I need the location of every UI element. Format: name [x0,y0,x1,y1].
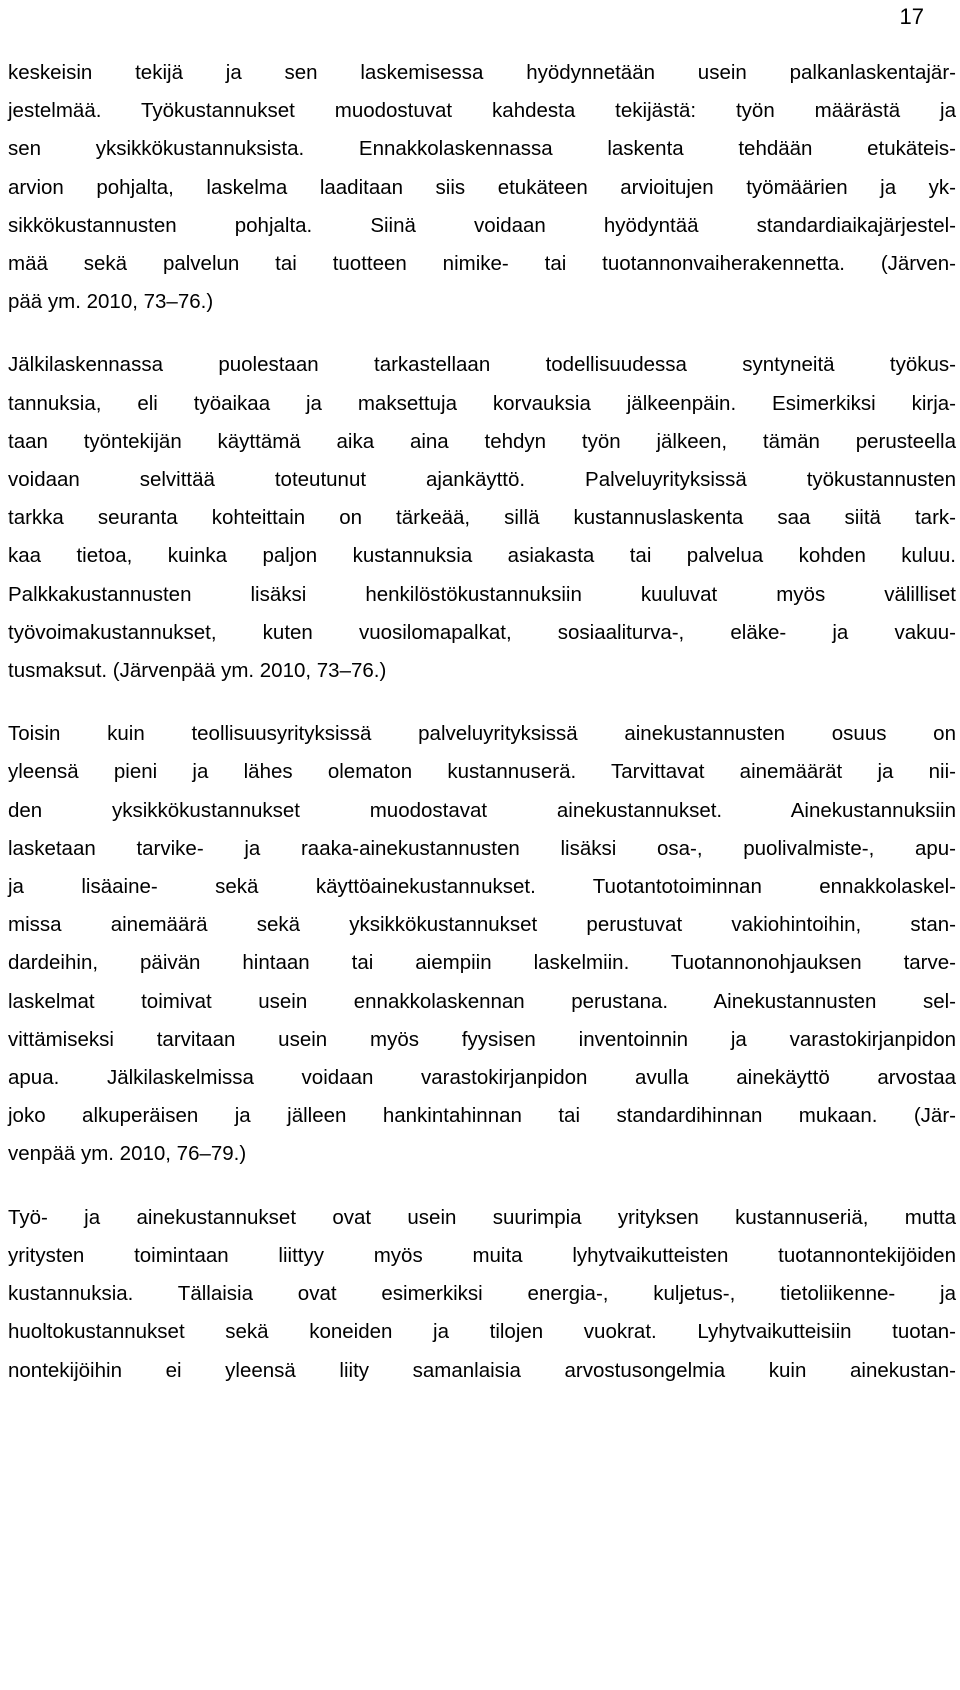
text-line: apua. Jälkilaskelmissa voidaan varastokirjanpidon avulla ainekäyttö arvostaa [8,1066,956,1090]
text-line: missa ainemäärä sekä yksikkökustannukset perustuvat vakiohintoihin, stan- [8,913,956,937]
text-line: tusmaksut. (Järvenpää ym. 2010, 73–76.) [8,659,387,683]
page-number: 17 [899,4,924,29]
text-line: yritysten toimintaan liittyy myös muita lyhytvaikutteisten tuotannontekijöiden [8,1243,956,1267]
paragraph-post-calculation [8,346,956,690]
text-line: Toisin kuin teollisuusyrityksissä palveluyrityksissä ainekustannusten osuus on [8,722,956,746]
text-line: sikkökustannusten pohjalta. Siinä voidaan hyödyntää standardiaikajärjestel- [8,213,956,237]
text-line: arvion pohjalta, laskelma laaditaan siis etukäteen arvioitujen työmäärien ja yk- [8,175,956,199]
text-line: huoltokustannukset sekä koneiden ja tilojen vuokrat. Lyhytvaikutteisiin tuotan- [8,1320,956,1344]
paragraph-material-costs [8,715,956,1173]
text-line: lasketaan tarvike- ja raaka-ainekustannusten lisäksi osa-, puolivalmiste-, apu- [8,836,956,860]
text-line: työvoimakustannukset, kuten vuosilomapalkat, sosiaaliturva-, eläke- ja vakuu- [8,620,956,644]
text-line: nontekijöihin ei yleensä liity samanlaisia arvostusongelmia kuin ainekustan- [8,1358,956,1382]
paragraph-work-costs [8,54,956,321]
text-line: venpää ym. 2010, 76–79.) [8,1142,247,1166]
text-line: den yksikkökustannukset muodostavat ainekustannukset. Ainekustannuksiin [8,798,956,822]
text-line: Jälkilaskennassa puolestaan tarkastellaan todellisuudessa syntyneitä työkus- [8,353,956,377]
text-line: kustannuksia. Tällaisia ovat esimerkiksi energia-, kuljetus-, tietoliikenne- ja [8,1282,956,1306]
text-line: yleensä pieni ja lähes olematon kustannuserä. Tarvittavat ainemäärät ja nii- [8,760,956,784]
text-line: jestelmää. Työkustannukset muodostuvat kahdesta tekijästä: työn määrästä ja [8,99,956,123]
text-line: sen yksikkökustannuksista. Ennakkolaskennassa laskenta tehdään etukäteis- [8,137,956,161]
text-line: dardeihin, päivän hintaan tai aiempiin laskelmiin. Tuotannonohjauksen tarve- [8,951,956,975]
text-line: taan työntekijän käyttämä aika aina tehdyn työn jälkeen, tämän perusteella [8,429,956,453]
text-line: voidaan selvittää toteutunut ajankäyttö. Palveluyrityksissä työkustannusten [8,468,956,492]
text-line: joko alkuperäisen ja jälleen hankintahinnan tai standardihinnan mukaan. (Jär- [8,1104,956,1128]
text-line: Palkkakustannusten lisäksi henkilöstökustannuksiin kuuluvat myös välilliset [8,582,956,606]
text-line: ja lisäaine- sekä käyttöainekustannukset. Tuotantotoiminnan ennakkolaskel- [8,875,956,899]
text-line: laskelmat toimivat usein ennakkolaskennan perustana. Ainekustannusten sel- [8,989,956,1013]
body-text [8,54,956,1415]
text-line: vittämiseksi tarvitaan usein myös fyysisen inventoinnin ja varastokirjanpidon [8,1027,956,1051]
text-line: mää sekä palvelun tai tuotteen nimike- tai tuotannonvaiherakennetta. (Järven- [8,252,956,276]
text-line: Työ- ja ainekustannukset ovat usein suurimpia yrityksen kustannuseriä, mutta [8,1205,956,1229]
text-line: pää ym. 2010, 73–76.) [8,290,214,314]
paragraph-other-costs [8,1199,956,1390]
text-line: tarkka seuranta kohteittain on tärkeää, sillä kustannuslaskenta saa siitä tark- [8,506,956,530]
text-line: kaa tietoa, kuinka paljon kustannuksia asiakasta tai palvelua kohden kuluu. [8,544,956,568]
text-line: keskeisin tekijä ja sen laskemisessa hyödynnetään usein palkanlaskentajär- [8,61,956,84]
text-line: tannuksia, eli työaikaa ja maksettuja korvauksia jälkeenpäin. Esimerkiksi kirja- [8,391,956,415]
